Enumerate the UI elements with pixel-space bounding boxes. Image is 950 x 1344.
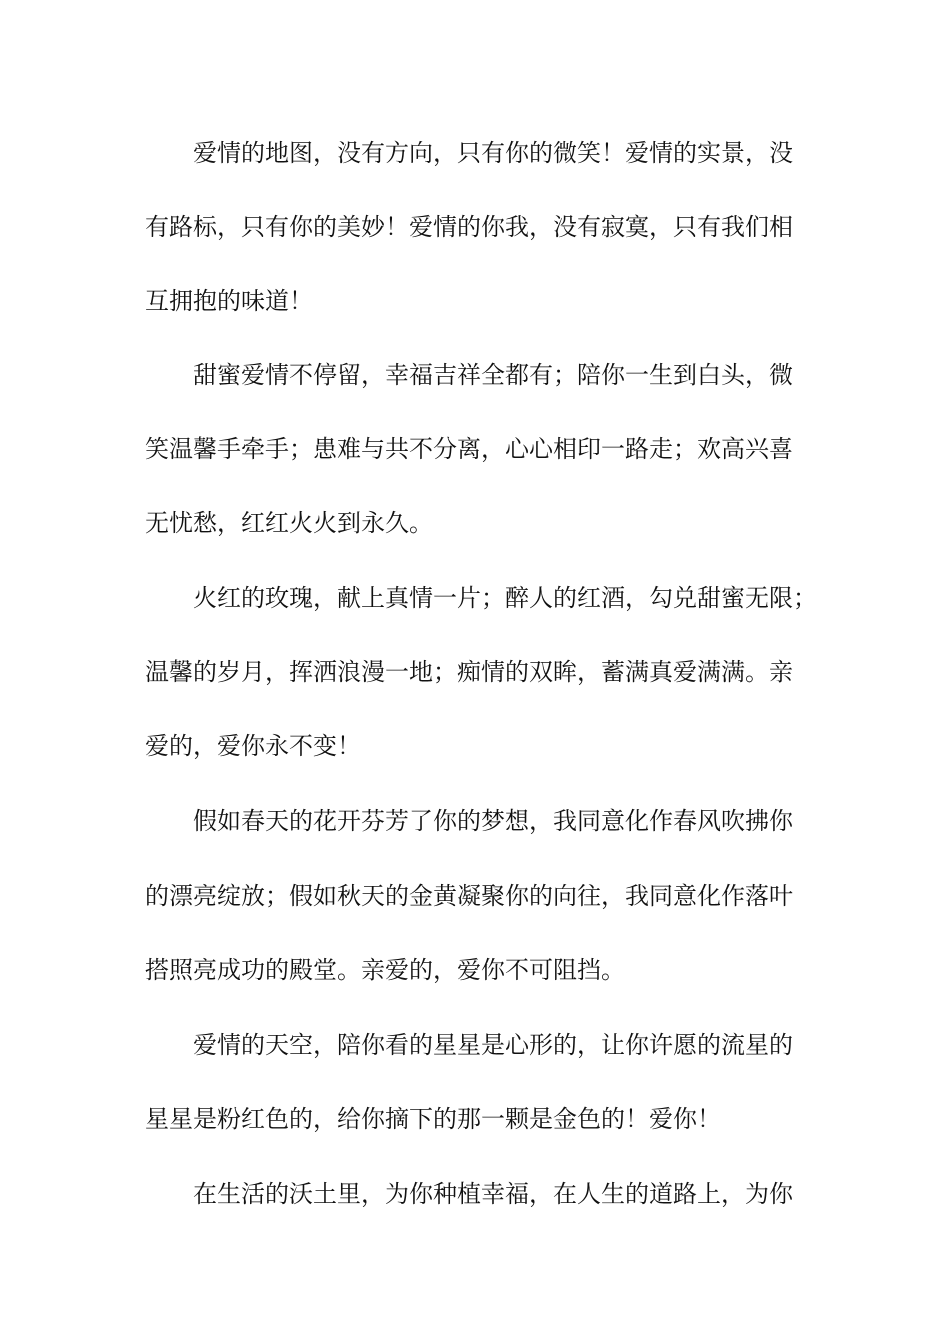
- paragraph-3-line-1: 火红的玫瑰，献上真情一片；醉人的红酒，勾兑甜蜜无限；: [193, 584, 817, 612]
- paragraph-4-line-2: 的漂亮绽放；假如秋天的金黄凝聚你的向往，我同意化作落叶: [145, 882, 793, 910]
- paragraph-1-line-1: 爱情的地图，没有方向，只有你的微笑！爱情的实景，没: [193, 139, 793, 167]
- paragraph-2-line-1: 甜蜜爱情不停留，幸福吉祥全都有；陪你一生到白头，微: [193, 361, 793, 389]
- paragraph-3-line-3: 爱的，爱你永不变！: [145, 732, 361, 760]
- paragraph-1-line-3: 互拥抱的味道！: [145, 287, 313, 315]
- paragraph-5-line-2: 星星是粉红色的，给你摘下的那一颗是金色的！爱你！: [145, 1105, 721, 1133]
- paragraph-2-line-3: 无忧愁，红红火火到永久。: [145, 509, 433, 537]
- paragraph-5-line-1: 爱情的天空，陪你看的星星是心形的，让你许愿的流星的: [193, 1031, 793, 1059]
- paragraph-3-line-2: 温馨的岁月，挥洒浪漫一地；痴情的双眸，蓄满真爱满满。亲: [145, 658, 793, 686]
- paragraph-4-line-1: 假如春天的花开芬芳了你的梦想，我同意化作春风吹拂你: [193, 807, 793, 835]
- paragraph-2-line-2: 笑温馨手牵手；患难与共不分离，心心相印一路走；欢高兴喜: [145, 435, 793, 463]
- paragraph-4-line-3: 搭照亮成功的殿堂。亲爱的，爱你不可阻挡。: [145, 956, 625, 984]
- paragraph-6-line-1: 在生活的沃土里，为你种植幸福，在人生的道路上，为你: [193, 1180, 793, 1208]
- paragraph-1-line-2: 有路标，只有你的美妙！爱情的你我，没有寂寞，只有我们相: [145, 213, 793, 241]
